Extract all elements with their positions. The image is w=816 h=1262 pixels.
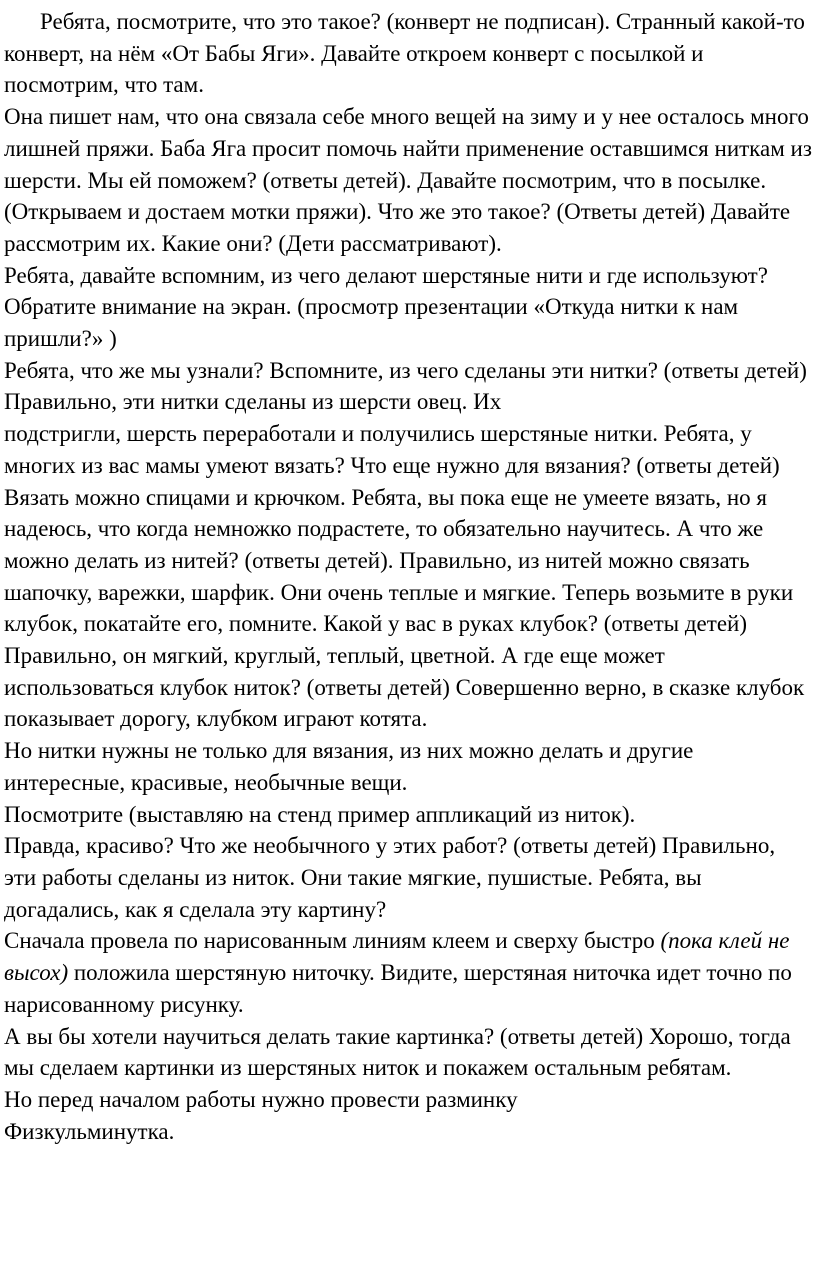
glue-text-italic: (пока клей не высох) xyxy=(4,928,790,986)
paragraph-envelope: Ребята, посмотрите, что это такое? (конверт не подписан). Странный какой-то конверт, на нём «От Бабы Яги». Давайте откроем конверт с посылкой и посмотрим, что там. xyxy=(4,9,805,98)
glue-text-before: Сначала провела по нарисованным линиям клеем и сверху быстро xyxy=(4,928,661,954)
paragraph-fizkult: Физкульминутка. xyxy=(4,1118,175,1144)
paragraph-warmup: Но перед началом работы нужно провести разминку xyxy=(4,1086,518,1112)
paragraph-baba-yaga-letter: Она пишет нам, что она связала себе много вещей на зиму и у нее осталось много лишней пряжи. Баба Яга просит помочь найти применение оставшимся ниткам из шерсти. Мы ей поможем? (ответы детей). Давайте посмотрим, что в посылке. (Открываем и достаем мотки пряжи). Что же это такое? (Ответы детей) Давайте рассмотрим их. Какие они? (Дети рассматривают). xyxy=(4,104,812,256)
paragraph-other-uses: Но нитки нужны не только для вязания, из них можно делать и другие интересные, красивые, необычные вещи. xyxy=(4,738,694,795)
paragraph-look-at-stand: Посмотрите (выставляю на стенд пример аппликаций из ниток). xyxy=(4,801,636,827)
paragraph-want-to-learn: А вы бы хотели научиться делать такие картинка? (ответы детей) Хорошо, тогда мы сделаем картинки из шерстяных ниток и покажем остальным ребятам. xyxy=(4,1023,791,1081)
paragraph-beautiful: Правда, красиво? Что же необычного у этих работ? (ответы детей) Правильно, эти работы сделаны из ниток. Они такие мягкие, пушистые. Ребята, вы догадались, как я сделала эту картину? xyxy=(4,833,776,922)
paragraph-knitting: подстригли, шерсть переработали и получились шерстяные нитки. Ребята, у многих из вас мамы умеют вязать? Что еще нужно для вязания? (ответы детей) Вязать можно спицами и крючком. Ребята, вы пока еще не умеете вязать, но я надеюсь, что когда немножко подрастете, то обязательно научитесь. А что же можно делать из нитей? (ответы детей). Правильно, из нитей можно связать шапочку, варежки, шарфик. Они очень теплые и мягкие. Теперь возьмите в руки клубок, покатайте его, помните. Какой у вас в руках клубок? (ответы детей) Правильно, он мягкий, круглый, теплый, цветной. А где еще может использоваться клубок ниток? (ответы детей) Совершенно верно, в сказке клубок показывает дорогу, клубком играют котята. xyxy=(4,421,805,732)
paragraph-what-learned: Ребята, что же мы узнали? Вспомните, из чего сделаны эти нитки? (ответы детей) Правильно, эти нитки сделаны из шерсти овец. Их xyxy=(4,357,807,415)
paragraph-presentation: Обратите внимание на экран. (просмотр презентации «Откуда нитки к нам пришли?» ) xyxy=(4,294,739,352)
paragraph-wool-question: Ребята, давайте вспомним, из чего делают шерстяные нити и где используют? xyxy=(4,262,768,288)
paragraph-glue-method xyxy=(4,925,812,1020)
glue-text-after: положила шерстяную ниточку. Видите, шерстяная ниточка идет точно по нарисованному рисунку. xyxy=(4,960,792,1017)
